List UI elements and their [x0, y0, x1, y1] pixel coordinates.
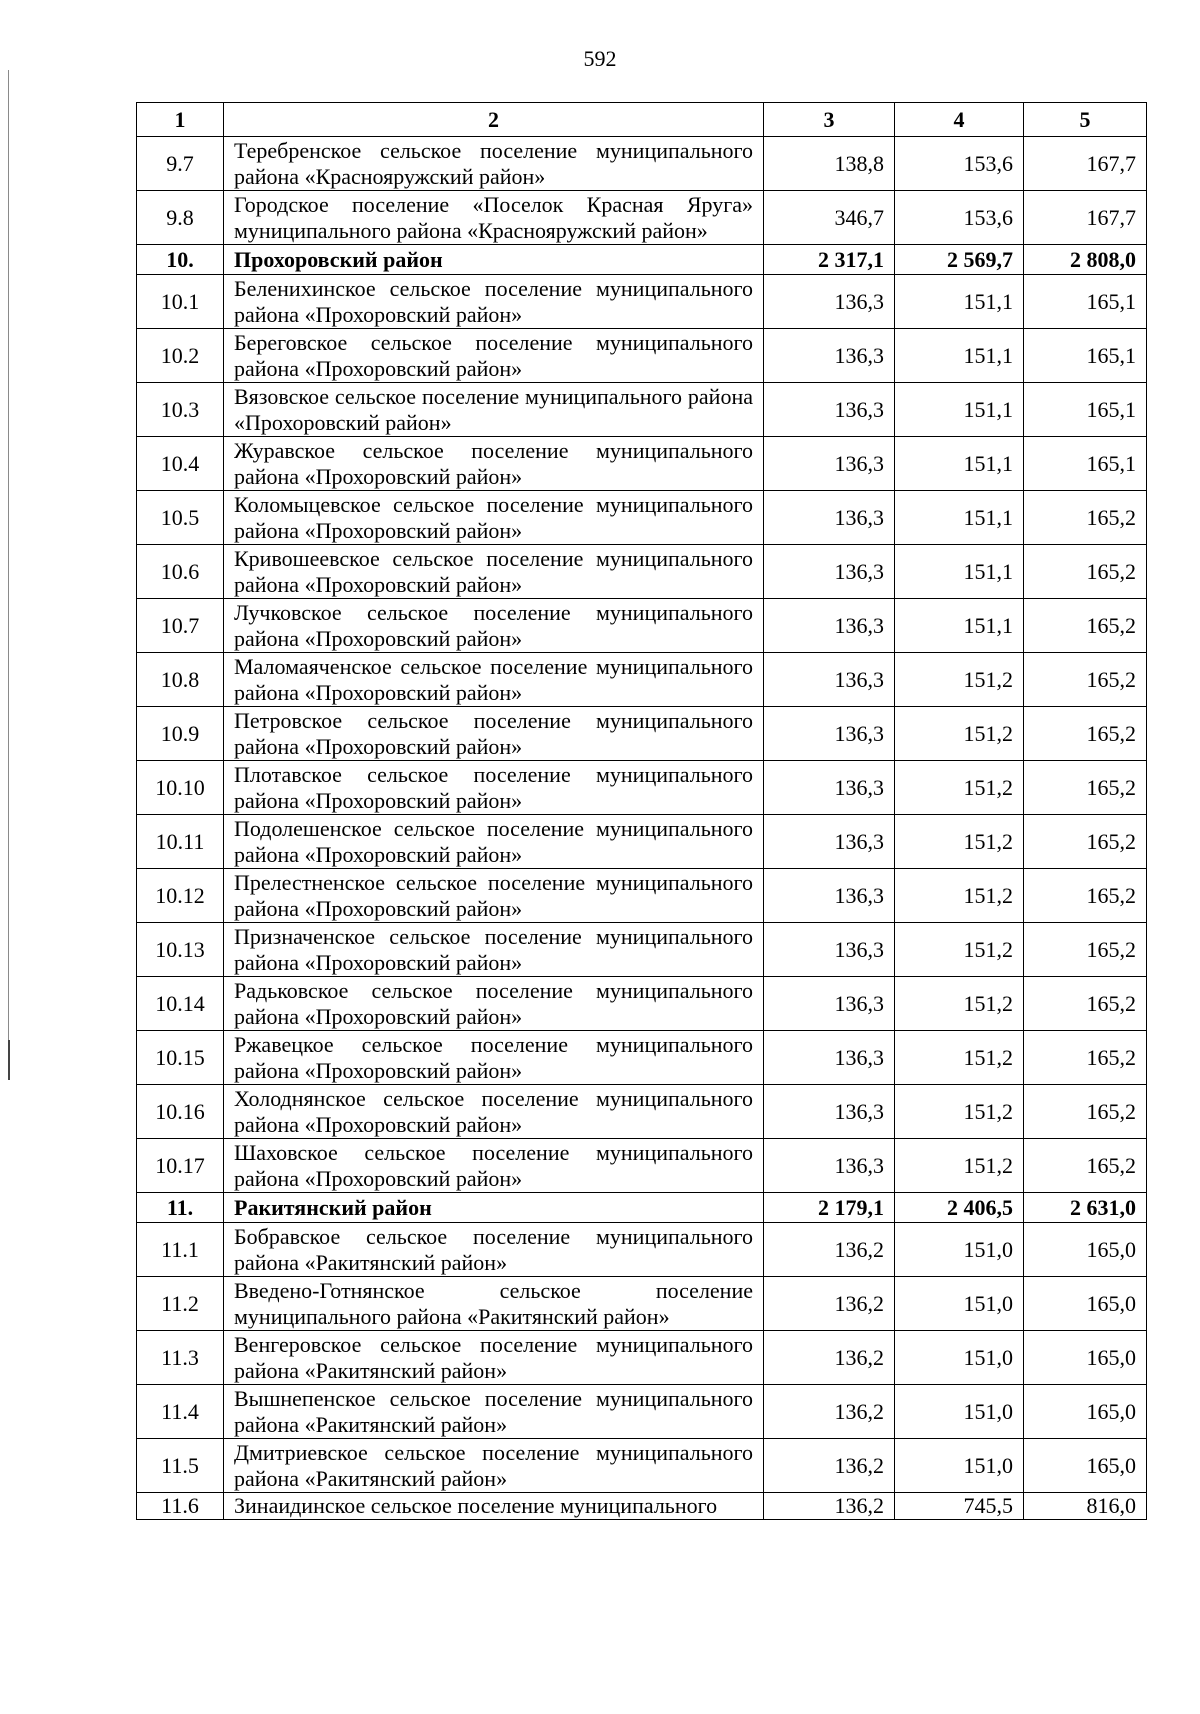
table-row — [137, 137, 1147, 191]
row-value-col3: 2 317,1 — [764, 245, 895, 275]
scan-edge-line — [8, 70, 9, 1060]
row-name-cell: Призначенское сельское поселение муниципального района «Прохоровский район» — [224, 923, 764, 977]
row-value-col5: 165,1 — [1024, 329, 1147, 383]
row-value-col3: 136,3 — [764, 383, 895, 437]
row-value-col4: 151,1 — [895, 275, 1024, 329]
row-value-col3: 136,2 — [764, 1223, 895, 1277]
row-name-cell: Журавское сельское поселение муниципального района «Прохоровский район» — [224, 437, 764, 491]
row-number-cell: 10.12 — [137, 869, 224, 923]
row-number-cell: 10.15 — [137, 1031, 224, 1085]
row-value-col3: 136,3 — [764, 1085, 895, 1139]
row-number-cell: 10.8 — [137, 653, 224, 707]
row-number-cell: 10.11 — [137, 815, 224, 869]
district-row — [137, 245, 1147, 275]
row-value-col5: 165,1 — [1024, 383, 1147, 437]
row-value-col4: 151,1 — [895, 599, 1024, 653]
table-row — [137, 1223, 1147, 1277]
row-name-cell: Шаховское сельское поселение муниципального района «Прохоровский район» — [224, 1139, 764, 1193]
table-row — [137, 869, 1147, 923]
row-name-cell: Прелестненское сельское поселение муниципального района «Прохоровский район» — [224, 869, 764, 923]
row-value-col5: 165,2 — [1024, 1085, 1147, 1139]
row-value-col3: 2 179,1 — [764, 1193, 895, 1223]
row-name-cell: Ракитянский район — [224, 1193, 764, 1223]
row-value-col4: 151,2 — [895, 815, 1024, 869]
row-value-col3: 136,3 — [764, 761, 895, 815]
table-row — [137, 383, 1147, 437]
row-value-col3: 136,3 — [764, 923, 895, 977]
row-value-col3: 138,8 — [764, 137, 895, 191]
row-number-cell: 10.6 — [137, 545, 224, 599]
table-row — [137, 329, 1147, 383]
row-name-cell: Вышнепенское сельское поселение муниципального района «Ракитянский район» — [224, 1385, 764, 1439]
district-row — [137, 1193, 1147, 1223]
row-value-col3: 136,3 — [764, 491, 895, 545]
table-row — [137, 1439, 1147, 1493]
row-value-col3: 136,3 — [764, 275, 895, 329]
table-row — [137, 1139, 1147, 1193]
row-number-cell: 10.9 — [137, 707, 224, 761]
table-row — [137, 275, 1147, 329]
row-number-cell: 10.17 — [137, 1139, 224, 1193]
row-number-cell: 10.3 — [137, 383, 224, 437]
table-row — [137, 1331, 1147, 1385]
table-row — [137, 653, 1147, 707]
row-number-cell: 11.5 — [137, 1439, 224, 1493]
row-number-cell: 11.4 — [137, 1385, 224, 1439]
row-name-cell: Прохоровский район — [224, 245, 764, 275]
header-cell-2: 2 — [224, 103, 764, 137]
row-value-col4: 151,0 — [895, 1439, 1024, 1493]
row-number-cell: 9.7 — [137, 137, 224, 191]
row-value-col4: 151,0 — [895, 1277, 1024, 1331]
row-number-cell: 11.1 — [137, 1223, 224, 1277]
data-table — [136, 102, 1147, 1520]
row-value-col5: 2 631,0 — [1024, 1193, 1147, 1223]
row-value-col4: 151,0 — [895, 1385, 1024, 1439]
row-name-cell: Холоднянское сельское поселение муниципального района «Прохоровский район» — [224, 1085, 764, 1139]
row-name-cell: Теребренское сельское поселение муниципального района «Краснояружский район» — [224, 137, 764, 191]
row-value-col5: 165,2 — [1024, 1031, 1147, 1085]
row-value-col3: 136,3 — [764, 1139, 895, 1193]
row-value-col3: 136,3 — [764, 707, 895, 761]
row-value-col4: 151,1 — [895, 383, 1024, 437]
row-number-cell: 11. — [137, 1193, 224, 1223]
row-name-cell: Петровское сельское поселение муниципального района «Прохоровский район» — [224, 707, 764, 761]
row-value-col3: 136,3 — [764, 815, 895, 869]
table-row — [137, 599, 1147, 653]
table-row — [137, 761, 1147, 815]
table-row — [137, 707, 1147, 761]
row-value-col4: 151,1 — [895, 545, 1024, 599]
row-value-col5: 165,0 — [1024, 1331, 1147, 1385]
row-value-col5: 165,2 — [1024, 923, 1147, 977]
row-value-col5: 165,0 — [1024, 1385, 1147, 1439]
row-name-cell: Радьковское сельское поселение муниципального района «Прохоровский район» — [224, 977, 764, 1031]
row-number-cell: 10.2 — [137, 329, 224, 383]
row-name-cell: Вязовское сельское поселение муниципального района «Прохоровский район» — [224, 383, 764, 437]
row-value-col5: 165,2 — [1024, 977, 1147, 1031]
table-row — [137, 545, 1147, 599]
row-value-col4: 151,1 — [895, 329, 1024, 383]
row-value-col5: 165,2 — [1024, 545, 1147, 599]
table-row — [137, 815, 1147, 869]
table-row — [137, 1385, 1147, 1439]
row-name-cell: Береговское сельское поселение муниципального района «Прохоровский район» — [224, 329, 764, 383]
row-value-col3: 136,2 — [764, 1439, 895, 1493]
scan-edge-mark — [8, 1040, 10, 1080]
table-row — [137, 1493, 1147, 1520]
table-row — [137, 437, 1147, 491]
row-value-col4: 151,0 — [895, 1331, 1024, 1385]
row-name-cell: Маломаяченское сельское поселение муниципального района «Прохоровский район» — [224, 653, 764, 707]
row-number-cell: 10.1 — [137, 275, 224, 329]
row-value-col4: 153,6 — [895, 191, 1024, 245]
header-cell-3: 3 — [764, 103, 895, 137]
row-value-col4: 151,2 — [895, 923, 1024, 977]
row-value-col3: 136,3 — [764, 977, 895, 1031]
row-value-col5: 165,2 — [1024, 869, 1147, 923]
row-value-col4: 151,2 — [895, 1031, 1024, 1085]
row-value-col3: 136,3 — [764, 599, 895, 653]
table-header-row — [137, 103, 1147, 137]
row-name-cell: Зинаидинское сельское поселение муниципального — [224, 1493, 764, 1520]
table-row — [137, 491, 1147, 545]
header-cell-4: 4 — [895, 103, 1024, 137]
row-number-cell: 10.10 — [137, 761, 224, 815]
row-value-col5: 165,0 — [1024, 1223, 1147, 1277]
row-value-col4: 151,2 — [895, 761, 1024, 815]
row-number-cell: 11.6 — [137, 1493, 224, 1520]
row-value-col4: 151,0 — [895, 1223, 1024, 1277]
row-value-col3: 136,3 — [764, 869, 895, 923]
row-value-col5: 165,2 — [1024, 491, 1147, 545]
row-value-col4: 151,2 — [895, 707, 1024, 761]
header-cell-5: 5 — [1024, 103, 1147, 137]
row-number-cell: 10.16 — [137, 1085, 224, 1139]
row-name-cell: Введено-Готнянское сельское поселение муниципального района «Ракитянский район» — [224, 1277, 764, 1331]
table-body — [137, 103, 1147, 1520]
row-value-col4: 151,2 — [895, 977, 1024, 1031]
row-value-col3: 136,3 — [764, 653, 895, 707]
row-value-col4: 2 569,7 — [895, 245, 1024, 275]
row-name-cell: Беленихинское сельское поселение муниципального района «Прохоровский район» — [224, 275, 764, 329]
row-value-col5: 165,2 — [1024, 653, 1147, 707]
row-value-col4: 151,2 — [895, 1139, 1024, 1193]
row-value-col3: 136,3 — [764, 329, 895, 383]
row-name-cell: Кривошеевское сельское поселение муниципального района «Прохоровский район» — [224, 545, 764, 599]
row-value-col4: 151,2 — [895, 653, 1024, 707]
row-value-col3: 346,7 — [764, 191, 895, 245]
row-value-col5: 167,7 — [1024, 191, 1147, 245]
row-value-col4: 151,2 — [895, 1085, 1024, 1139]
row-number-cell: 10.7 — [137, 599, 224, 653]
row-value-col5: 165,0 — [1024, 1277, 1147, 1331]
table-row — [137, 1031, 1147, 1085]
table-row — [137, 977, 1147, 1031]
row-name-cell: Дмитриевское сельское поселение муниципального района «Ракитянский район» — [224, 1439, 764, 1493]
row-value-col4: 2 406,5 — [895, 1193, 1024, 1223]
row-number-cell: 10.4 — [137, 437, 224, 491]
row-number-cell: 10. — [137, 245, 224, 275]
row-value-col5: 2 808,0 — [1024, 245, 1147, 275]
row-value-col3: 136,3 — [764, 437, 895, 491]
row-number-cell: 10.13 — [137, 923, 224, 977]
row-value-col5: 816,0 — [1024, 1493, 1147, 1520]
row-name-cell: Венгеровское сельское поселение муниципального района «Ракитянский район» — [224, 1331, 764, 1385]
row-number-cell: 11.3 — [137, 1331, 224, 1385]
row-value-col5: 165,2 — [1024, 1139, 1147, 1193]
row-value-col3: 136,3 — [764, 1031, 895, 1085]
row-number-cell: 10.14 — [137, 977, 224, 1031]
row-value-col5: 165,2 — [1024, 707, 1147, 761]
row-name-cell: Плотавское сельское поселение муниципального района «Прохоровский район» — [224, 761, 764, 815]
row-name-cell: Лучковское сельское поселение муниципального района «Прохоровский район» — [224, 599, 764, 653]
row-value-col4: 745,5 — [895, 1493, 1024, 1520]
row-name-cell: Коломыцевское сельское поселение муниципального района «Прохоровский район» — [224, 491, 764, 545]
row-value-col3: 136,2 — [764, 1331, 895, 1385]
row-value-col5: 165,2 — [1024, 815, 1147, 869]
header-cell-1: 1 — [137, 103, 224, 137]
row-value-col5: 165,1 — [1024, 437, 1147, 491]
row-value-col4: 151,1 — [895, 491, 1024, 545]
page-number: 592 — [583, 46, 617, 71]
row-value-col4: 151,1 — [895, 437, 1024, 491]
row-value-col5: 167,7 — [1024, 137, 1147, 191]
row-value-col3: 136,2 — [764, 1493, 895, 1520]
table-row — [137, 1085, 1147, 1139]
table-row — [137, 923, 1147, 977]
row-name-cell: Ржавецкое сельское поселение муниципального района «Прохоровский район» — [224, 1031, 764, 1085]
row-value-col4: 153,6 — [895, 137, 1024, 191]
row-name-cell: Городское поселение «Поселок Красная Яруга» муниципального района «Краснояружский район» — [224, 191, 764, 245]
table-row — [137, 1277, 1147, 1331]
row-value-col5: 165,2 — [1024, 599, 1147, 653]
row-value-col5: 165,1 — [1024, 275, 1147, 329]
row-number-cell: 10.5 — [137, 491, 224, 545]
row-name-cell: Бобравское сельское поселение муниципального района «Ракитянский район» — [224, 1223, 764, 1277]
row-number-cell: 11.2 — [137, 1277, 224, 1331]
row-value-col3: 136,3 — [764, 545, 895, 599]
row-value-col5: 165,0 — [1024, 1439, 1147, 1493]
table-row — [137, 191, 1147, 245]
row-value-col5: 165,2 — [1024, 761, 1147, 815]
row-name-cell: Подолешенское сельское поселение муниципального района «Прохоровский район» — [224, 815, 764, 869]
row-value-col3: 136,2 — [764, 1385, 895, 1439]
row-value-col4: 151,2 — [895, 869, 1024, 923]
row-value-col3: 136,2 — [764, 1277, 895, 1331]
row-number-cell: 9.8 — [137, 191, 224, 245]
